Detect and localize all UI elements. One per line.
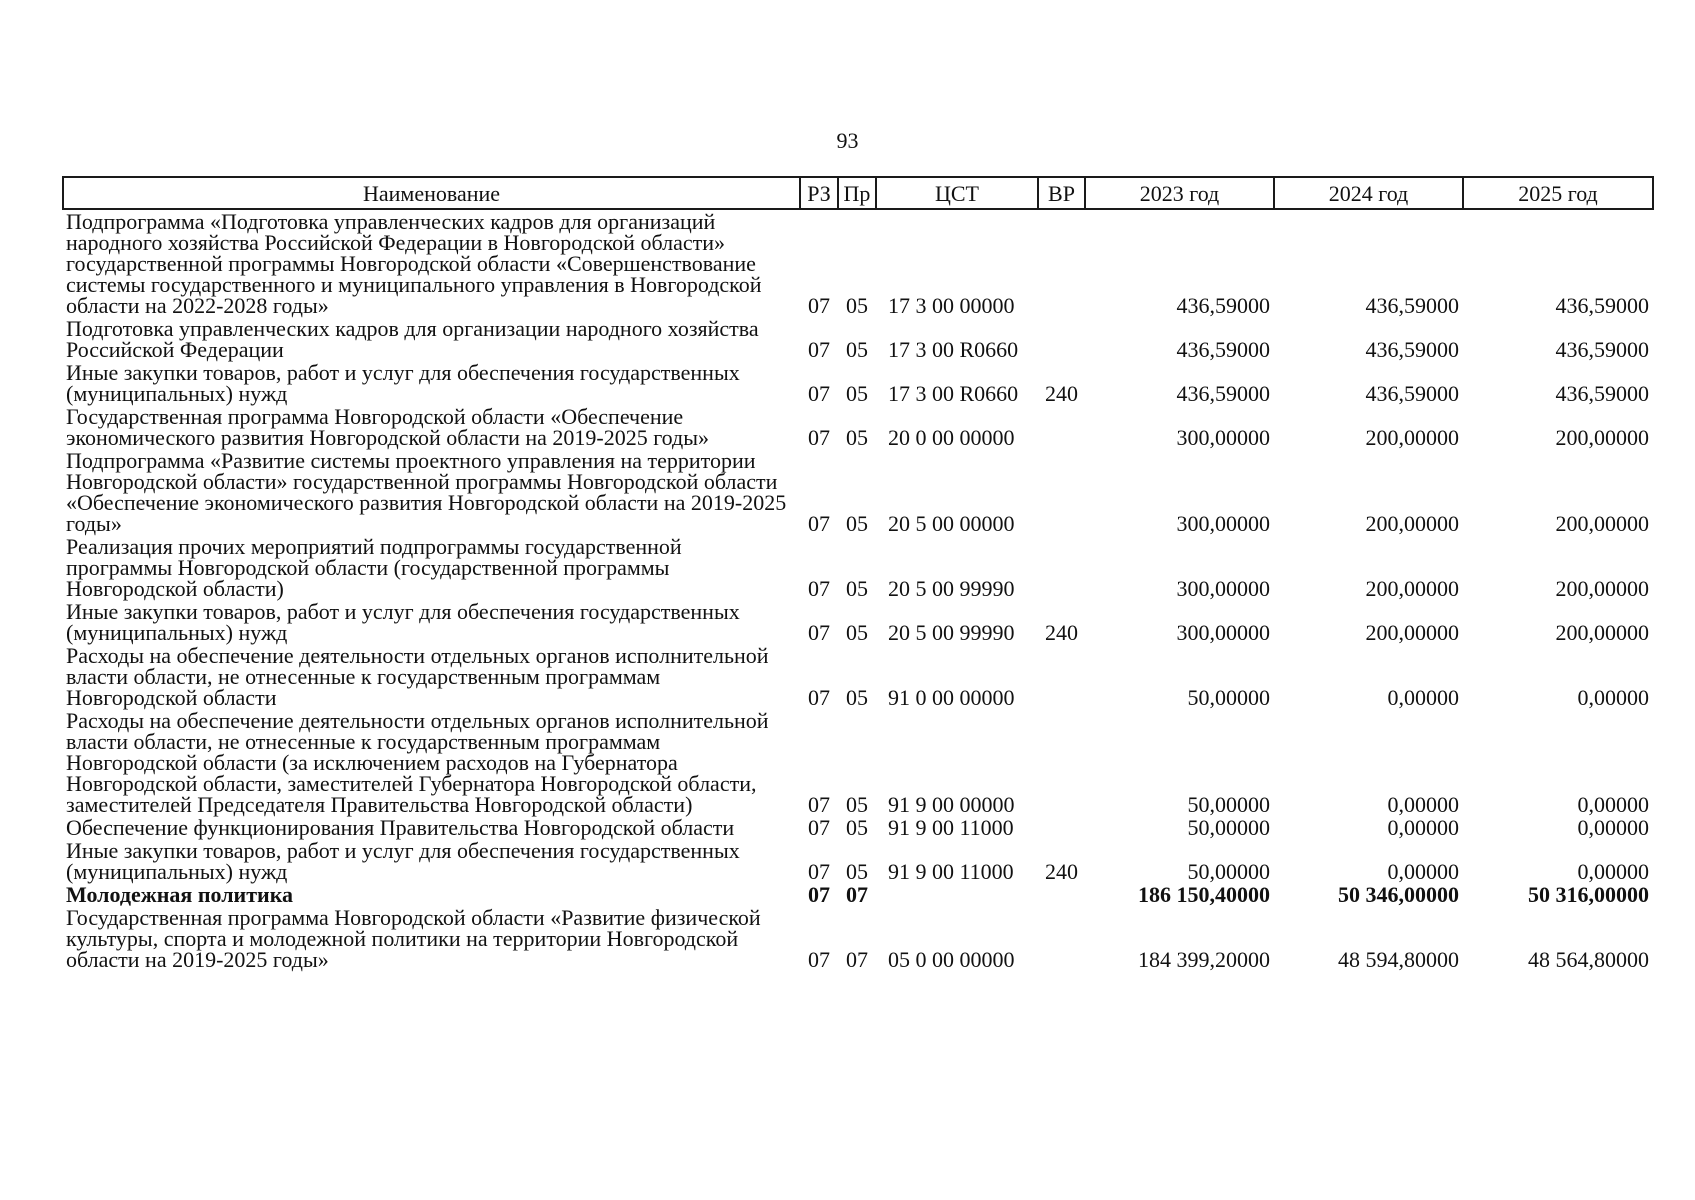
- row-vr: 240: [1045, 620, 1078, 645]
- row-cst: 17 3 00 R0660: [888, 337, 1019, 362]
- row-2024: 200,00000: [1365, 576, 1459, 601]
- table-row: [63, 906, 1653, 971]
- header-rz: РЗ: [800, 177, 838, 209]
- row-vr: [1038, 405, 1085, 449]
- row-2023: 50,00000: [1187, 815, 1270, 840]
- table-row: [63, 209, 1653, 317]
- row-vr: [1038, 535, 1085, 600]
- table-row: [63, 405, 1653, 449]
- table-row: [63, 317, 1653, 361]
- row-rz: 07: [808, 293, 830, 318]
- row-2023: 436,59000: [1176, 337, 1270, 362]
- row-cst: 20 5 00 99990: [888, 620, 1015, 645]
- row-name: Расходы на обеспечение деятельности отдельных органов исполнительной власти области, не отнесенные к государственным программам Новгородской области: [66, 643, 769, 710]
- table-row: [63, 839, 1653, 883]
- row-cst: 20 5 00 99990: [888, 576, 1015, 601]
- row-2025: 436,59000: [1555, 381, 1649, 406]
- row-rz: 07: [808, 381, 830, 406]
- row-cst: 17 3 00 R0660: [888, 381, 1019, 406]
- row-2023: 186 150,40000: [1138, 882, 1270, 907]
- row-2024: 200,00000: [1365, 620, 1459, 645]
- row-pr: 05: [846, 620, 868, 645]
- row-2024: 0,00000: [1387, 859, 1459, 884]
- row-rz: 07: [808, 511, 830, 536]
- table-row: [63, 449, 1653, 535]
- row-pr: 05: [846, 337, 868, 362]
- header-name: Наименование: [63, 177, 800, 209]
- row-2025: 200,00000: [1555, 511, 1649, 536]
- budget-table: [62, 176, 1654, 971]
- row-cst: 17 3 00 00000: [888, 293, 1015, 318]
- table-row: [63, 816, 1653, 839]
- table-row: [63, 361, 1653, 405]
- row-2025: 200,00000: [1555, 576, 1649, 601]
- row-name: Расходы на обеспечение деятельности отдельных органов исполнительной власти области, не отнесенные к государственным программам Новгородской области (за исключением расходов на Губернатора Новгородской области, заместителей Губернатора Новгородской области, заместителей Председателя Правительства Новгородской области): [66, 708, 769, 817]
- row-name: Реализация прочих мероприятий подпрограммы государственной программы Новгородской области (государственной программы Новгородской области): [66, 534, 682, 601]
- row-2023: 50,00000: [1187, 792, 1270, 817]
- row-pr: 05: [846, 381, 868, 406]
- row-rz: 07: [808, 620, 830, 645]
- row-name: Иные закупки товаров, работ и услуг для обеспечения государственных (муниципальных) нужд: [66, 599, 740, 645]
- row-2023: 300,00000: [1176, 576, 1270, 601]
- row-2024: 0,00000: [1387, 792, 1459, 817]
- row-2024: 436,59000: [1365, 293, 1459, 318]
- row-rz: 07: [808, 882, 830, 907]
- row-2023: 50,00000: [1187, 859, 1270, 884]
- row-pr: 05: [846, 576, 868, 601]
- row-rz: 07: [808, 337, 830, 362]
- row-vr: [1038, 709, 1085, 816]
- row-vr: [1038, 883, 1085, 906]
- row-name: Подготовка управленческих кадров для организации народного хозяйства Российской Федерации: [66, 316, 759, 362]
- row-pr: 05: [846, 293, 868, 318]
- row-vr: [1038, 816, 1085, 839]
- row-2024: 50 346,00000: [1338, 882, 1459, 907]
- row-vr: [1038, 209, 1085, 317]
- row-name: Иные закупки товаров, работ и услуг для обеспечения государственных (муниципальных) нужд: [66, 360, 740, 406]
- row-rz: 07: [808, 792, 830, 817]
- row-rz: 07: [808, 425, 830, 450]
- row-2024: 200,00000: [1365, 425, 1459, 450]
- row-2025: 436,59000: [1555, 293, 1649, 318]
- row-pr: 05: [846, 685, 868, 710]
- row-rz: 07: [808, 947, 830, 972]
- row-2024: 200,00000: [1365, 511, 1459, 536]
- row-rz: 07: [808, 815, 830, 840]
- row-cst: 91 9 00 11000: [888, 859, 1014, 884]
- row-2023: 184 399,20000: [1138, 947, 1270, 972]
- row-name: Обеспечение функционирования Правительства Новгородской области: [66, 815, 735, 840]
- table-row: [63, 600, 1653, 644]
- header-vr: ВР: [1038, 177, 1085, 209]
- row-rz: 07: [808, 859, 830, 884]
- row-pr: 05: [846, 859, 868, 884]
- row-cst: 05 0 00 00000: [888, 947, 1015, 972]
- row-name: Подпрограмма «Развитие системы проектного управления на территории Новгородской области» государственной программы Новгородской области «Обеспечение экономического развития Новгородской области на 2019-2025 годы»: [66, 448, 787, 536]
- row-2023: 300,00000: [1176, 620, 1270, 645]
- row-pr: 07: [846, 882, 868, 907]
- row-2025: 0,00000: [1577, 792, 1649, 817]
- row-2025: 436,59000: [1555, 337, 1649, 362]
- row-vr: [1038, 449, 1085, 535]
- row-2024: 48 594,80000: [1338, 947, 1459, 972]
- row-pr: 07: [846, 947, 868, 972]
- row-cst: 20 0 00 00000: [888, 425, 1015, 450]
- table-body: [63, 209, 1653, 971]
- row-2025: 48 564,80000: [1528, 947, 1649, 972]
- row-2025: 0,00000: [1577, 859, 1649, 884]
- row-2025: 0,00000: [1577, 685, 1649, 710]
- row-rz: 07: [808, 576, 830, 601]
- table-row: [63, 709, 1653, 816]
- row-2024: 0,00000: [1387, 685, 1459, 710]
- header-2023: 2023 год: [1085, 177, 1274, 209]
- header-2024: 2024 год: [1274, 177, 1463, 209]
- row-name: Подпрограмма «Подготовка управленческих кадров для организаций народного хозяйства Российской Федерации в Новгородской области» государственной программы Новгородской области «Совершенствование системы государственного и муниципального управления в Новгородской области на 2022-2028 годы»: [66, 209, 762, 318]
- row-cst: 91 0 00 00000: [888, 685, 1015, 710]
- table-row: [63, 883, 1653, 906]
- row-vr: 240: [1045, 859, 1078, 884]
- row-2024: 436,59000: [1365, 381, 1459, 406]
- row-2023: 300,00000: [1176, 511, 1270, 536]
- row-vr: [1038, 644, 1085, 709]
- row-pr: 05: [846, 425, 868, 450]
- row-2025: 0,00000: [1577, 815, 1649, 840]
- row-2024: 0,00000: [1387, 815, 1459, 840]
- row-name: Государственная программа Новгородской области «Обеспечение экономического развития Новгородской области на 2019-2025 годы»: [66, 404, 710, 450]
- row-cst: 20 5 00 00000: [888, 511, 1015, 536]
- table-header-row: [63, 177, 1653, 209]
- table-row: [63, 644, 1653, 709]
- page-number: 93: [836, 128, 859, 153]
- row-2025: 200,00000: [1555, 620, 1649, 645]
- table-row: [63, 535, 1653, 600]
- row-2024: 436,59000: [1365, 337, 1459, 362]
- header-2025: 2025 год: [1463, 177, 1653, 209]
- row-vr: [1038, 317, 1085, 361]
- row-name: Молодежная политика: [66, 882, 294, 907]
- row-pr: 05: [846, 511, 868, 536]
- row-rz: 07: [808, 685, 830, 710]
- row-cst: [876, 883, 1038, 906]
- row-vr: [1038, 906, 1085, 971]
- row-2025: 200,00000: [1555, 425, 1649, 450]
- row-name: Иные закупки товаров, работ и услуг для обеспечения государственных (муниципальных) нужд: [66, 838, 740, 884]
- row-cst: 91 9 00 00000: [888, 792, 1015, 817]
- header-cst: ЦСТ: [876, 177, 1038, 209]
- row-2025: 50 316,00000: [1528, 882, 1649, 907]
- row-2023: 436,59000: [1176, 293, 1270, 318]
- row-vr: 240: [1045, 381, 1078, 406]
- row-pr: 05: [846, 815, 868, 840]
- row-2023: 300,00000: [1176, 425, 1270, 450]
- row-cst: 91 9 00 11000: [888, 815, 1014, 840]
- row-2023: 436,59000: [1176, 381, 1270, 406]
- header-pr: Пр: [838, 177, 876, 209]
- row-name: Государственная программа Новгородской области «Развитие физической культуры, спорта и молодежной политики на территории Новгородской области на 2019-2025 годы»: [66, 905, 761, 972]
- row-pr: 05: [846, 792, 868, 817]
- row-2023: 50,00000: [1187, 685, 1270, 710]
